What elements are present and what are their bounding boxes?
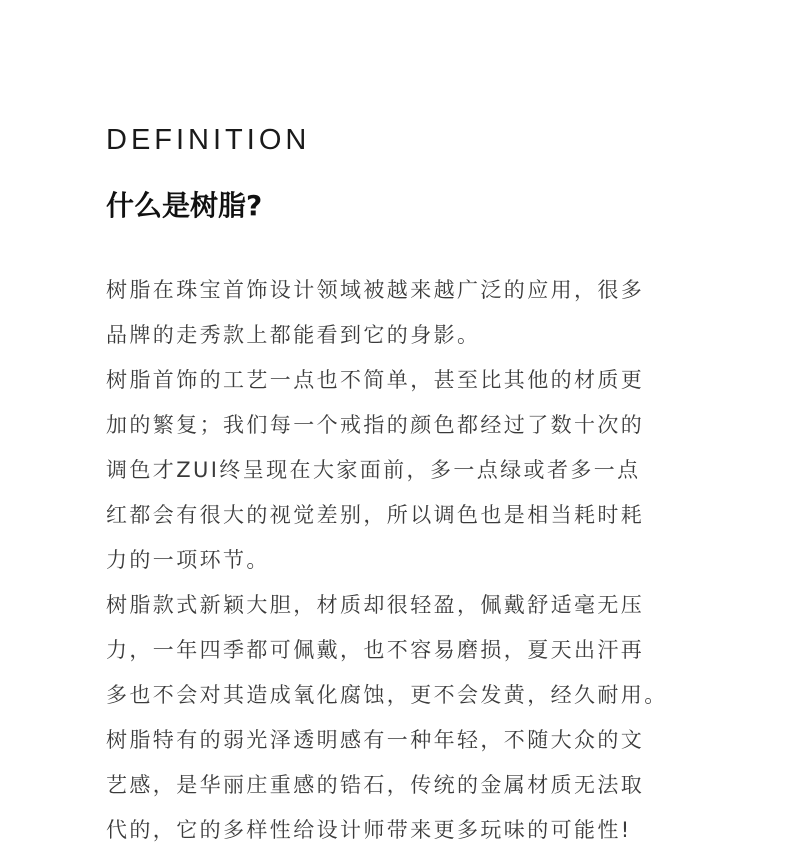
paragraph-line: 树脂特有的弱光泽透明感有一种年轻，不随大众的文	[106, 728, 645, 752]
paragraph-line: 树脂款式新颖大胆，材质却很轻盈，佩戴舒适毫无压	[106, 593, 645, 617]
section-eyebrow: DEFINITION	[106, 124, 311, 156]
paragraph-line: 调色才ZUI终呈现在大家面前，多一点绿或者多一点	[106, 458, 641, 482]
paragraph-line: 力的一项环节。	[106, 548, 270, 572]
paragraph-line: 艺感，是华丽庄重感的锆石，传统的金属材质无法取	[106, 773, 645, 797]
article-body	[106, 268, 746, 853]
section-title: 什么是树脂?	[106, 189, 263, 222]
paragraph-line: 加的繁复；我们每一个戒指的颜色都经过了数十次的	[106, 413, 645, 437]
paragraph-line: 树脂首饰的工艺一点也不简单，甚至比其他的材质更	[106, 368, 645, 392]
paragraph-line: 品牌的走秀款上都能看到它的身影。	[106, 323, 481, 347]
paragraph-line: 多也不会对其造成氧化腐蚀，更不会发黄，经久耐用。	[106, 683, 668, 707]
paragraph-line: 树脂在珠宝首饰设计领域被越来越广泛的应用，很多	[106, 278, 645, 302]
paragraph-line: 红都会有很大的视觉差别，所以调色也是相当耗时耗	[106, 503, 645, 527]
paragraph-line: 力，一年四季都可佩戴，也不容易磨损，夏天出汗再	[106, 638, 645, 662]
paragraph-line: 代的，它的多样性给设计师带来更多玩味的可能性!	[106, 818, 632, 842]
